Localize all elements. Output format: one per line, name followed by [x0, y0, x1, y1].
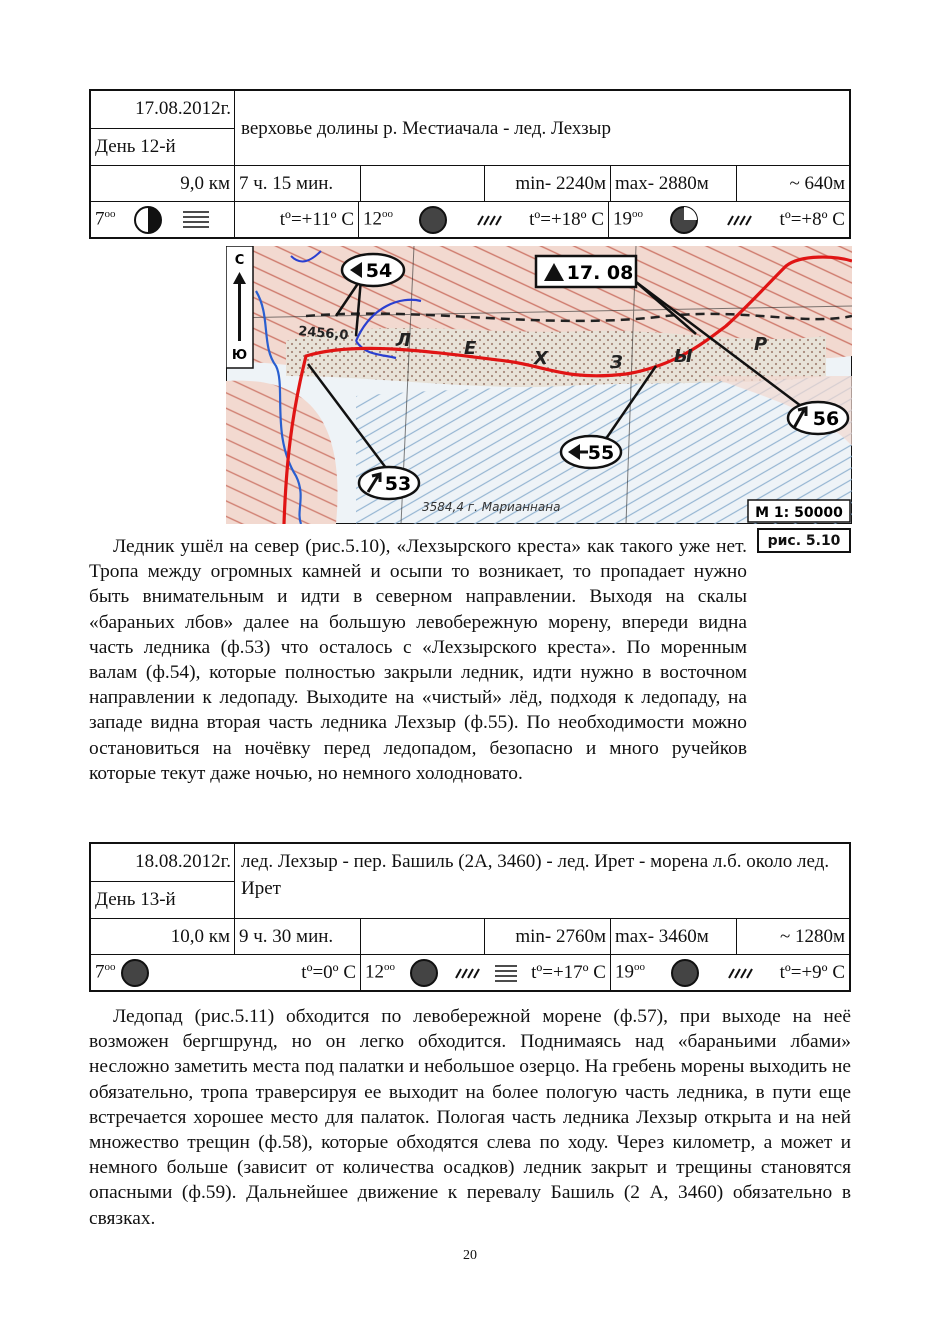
day12-min-altitude: min- 2240м — [484, 166, 610, 201]
fog-lines-icon — [494, 963, 518, 983]
day13-day-number: День 13-й — [95, 888, 176, 910]
rain-hatch-icon — [452, 966, 480, 980]
day12-route: верховье долины р. Местиачала - лед. Лехзыр — [234, 91, 849, 165]
paragraph-2: Ледопад (рис.5.11) обходится по левобережной морене (ф.57), при выходе на неё возможен бергшрунд, но он легко обходится. Поднимаясь над «бараньими лбами» несложно заметить места под палатки и небольшое озерцо. На гребень морены выходить не обязательно, тропа траверсируя ее выходит на более пологую часть ледника, в пути еще встречается хорошее место для палаток. Пологая часть ледника Лехзыр открыта и на ней множество трещин (ф.58), которые обходятся слева по ходу. Через километр, а может и немного больше (зависит от количества осадков) ледник закрыт и трещины становятся опасными (ф.59). Дальнейшее движение к перевалу Башиль (2 А, 3460) обязательно в связках. — [89, 1006, 851, 1229]
day12-table — [89, 89, 851, 239]
day12-date: 17.08.2012г. — [91, 91, 234, 129]
callout-56 — [788, 402, 848, 434]
day13-route: лед. Лехзыр - пер. Башиль (2А, 3460) - лед. Ирет - морена л.б. около лед. Ирет — [234, 844, 849, 918]
callout-17-08-label: 17. 08 — [566, 262, 634, 284]
weather-time: 19 — [615, 961, 634, 983]
day13-weather-morning: $7^{oo}$ tº=0º C — [91, 955, 360, 990]
day13-table — [89, 842, 851, 992]
overcast-icon — [409, 958, 439, 988]
page-number: 20 — [463, 1248, 477, 1263]
glacier-letter: З — [610, 352, 623, 373]
weather-time: 12 — [365, 961, 384, 983]
day12-max-altitude: max- 2880м — [610, 166, 736, 201]
day13-empty-cell — [360, 919, 484, 954]
callout-55 — [561, 436, 621, 468]
day12-weather-noon: $12^{oo}$ tº=+18º C — [358, 202, 608, 237]
weather-time: 12 — [363, 208, 382, 230]
text-block-1 — [89, 534, 851, 786]
day12-elevation-gain: ~ 640м — [736, 166, 849, 201]
weather-time: 7 — [95, 960, 105, 982]
day13-weather-noon: $12^{oo}$ tº=+17º C — [360, 955, 610, 990]
day12-date-cell — [91, 91, 234, 165]
callout-53 — [359, 467, 419, 499]
day13-stats-row — [91, 918, 849, 954]
weather-temp: tº=0º C — [301, 961, 356, 983]
overcast-icon — [418, 205, 448, 235]
height-mark: 2456,0 — [297, 324, 349, 344]
day12-weather-morning: $7^{oo}$ — [91, 202, 234, 237]
day13-header-row — [91, 844, 849, 918]
glacier-letter: Р — [754, 334, 768, 355]
day12-day-number: День 12-й — [95, 135, 176, 157]
weather-temp: tº=+9º C — [779, 961, 845, 983]
weather-time: 7 — [95, 208, 105, 230]
callout-56-label: 56 — [812, 408, 840, 430]
compass-north: С — [234, 253, 245, 268]
day13-max-altitude: max- 3460м — [610, 919, 736, 954]
day13-duration: 9 ч. 30 мин. — [234, 919, 360, 954]
map-scale: М 1: 50000 — [755, 505, 843, 521]
rain-hatch-icon — [724, 213, 754, 227]
callout-17-08 — [536, 256, 636, 287]
glacier-letter: Е — [464, 338, 477, 359]
day12-weather-morning-temp — [234, 202, 358, 237]
callout-53-label: 53 — [384, 473, 412, 495]
day13-date: 18.08.2012г. — [91, 844, 234, 882]
weather-temp: tº=+18º C — [529, 208, 604, 230]
day12-distance: 9,0 км — [180, 172, 230, 194]
day13-min-altitude: min- 2760м — [484, 919, 610, 954]
day12-weather-evening: $19^{oo}$ tº=+8º C — [608, 202, 849, 237]
callout-55-label: 55 — [587, 442, 615, 464]
paragraph-1-line-1 — [89, 534, 851, 786]
overcast-icon — [670, 958, 700, 988]
figure-caption: рис. 5.10 — [757, 528, 851, 553]
day12-empty-cell — [360, 166, 484, 201]
text-block-2 — [89, 1004, 851, 1231]
paragraph-1: Ледник ушёл на север (рис.5.10), «Лехзырского креста» как такого уже нет. Тропа между огромных камней и осыпи то возникает, то пропадает нужно быть внимательным и идти в северном направлении. Выходя на скалы «бараньих лбов» далее на большую левобережную морену, впереди видна часть ледника (ф.53) что осталось с «Лехзырского креста». По моренным валам (ф.54), которые полностью закрыли ледник, идти нужно в восточном направлении к ледопаду. Выходите на «чистый» лёд, подходя к ледопаду, на западе видна вторая часть ледника Лехзыр (ф.55). По необходимости можно остановиться на ночёвку перед ледопадом, безопасно и много ручейков которые текут даже ночью, но немного холодновато. — [89, 536, 747, 784]
glacier-letter: Ы — [674, 346, 693, 367]
weather-temp: tº=+11º C — [279, 208, 354, 230]
weather-temp: tº=+8º C — [779, 208, 845, 230]
half-cloud-icon — [133, 205, 163, 235]
compass-south: Ю — [231, 348, 248, 363]
glacier-letter: Л — [396, 330, 411, 351]
rain-hatch-icon — [474, 213, 504, 227]
route-map — [226, 246, 852, 524]
day13-distance: 10,0 км — [170, 925, 230, 947]
day13-weather-row — [91, 954, 849, 990]
day12-stats-row — [91, 165, 849, 201]
day13-date-cell — [91, 844, 234, 918]
mostly-cloudy-icon — [669, 205, 699, 235]
weather-time: 19 — [613, 208, 632, 230]
peak-label: 3584,4 г. Марианнана — [422, 500, 561, 514]
day12-weather-row — [91, 201, 849, 237]
weather-temp: tº=+17º C — [531, 961, 606, 983]
fog-lines-icon — [181, 209, 211, 231]
overcast-icon — [120, 958, 150, 988]
glacier-letter: Х — [534, 348, 548, 369]
callout-54-label: 54 — [365, 260, 393, 282]
day12-duration: 7 ч. 15 мин. — [234, 166, 360, 201]
day12-header-row — [91, 91, 849, 165]
rain-hatch-icon — [725, 966, 755, 980]
day13-weather-evening: $19^{oo}$ tº=+9º C — [610, 955, 849, 990]
day13-elevation-gain: ~ 1280м — [736, 919, 849, 954]
callout-54 — [342, 254, 404, 286]
